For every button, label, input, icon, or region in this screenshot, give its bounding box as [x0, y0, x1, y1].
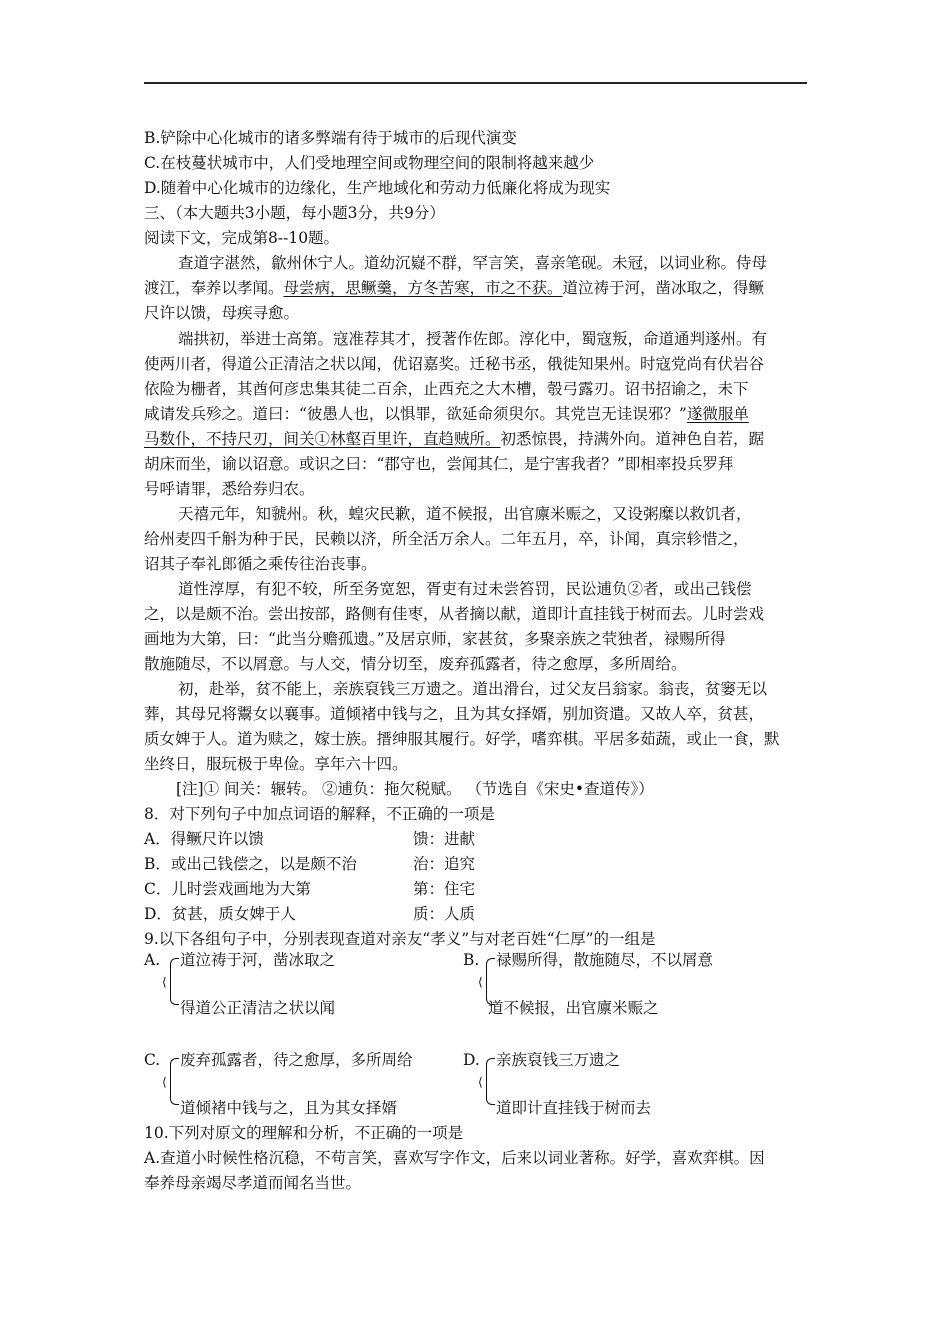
- underlined-sentence-2a: 遂微服单: [686, 405, 749, 423]
- q8-option-b: B．或出己钱偿之，以是颇不治: [144, 855, 357, 873]
- option-c-prev: C.在枝蔓状城市中，人们受地理空间或物理空间的限制将越来越少: [144, 154, 595, 172]
- header-rule: [144, 82, 807, 84]
- passage-p5-line4: 坐终日，服玩极于卑俭。享年六十四。: [144, 755, 408, 773]
- passage-p2-line2: 使两川者，得道公正清洁之状以闻，优诏嘉奖。迁秘书丞，俄徙知果州。时寇党尚有伏岩谷: [144, 355, 765, 373]
- passage-p5-line3: 质女婢于人。道为赎之，嫁士族。搢绅服其履行。好学，嗜弈棋。平居多茹蔬，或止一食，默: [144, 730, 780, 748]
- q9-option-d-label: D.: [463, 1051, 480, 1069]
- q8-option-c: C．儿时尝戏画地为大第: [144, 880, 311, 898]
- passage-p4-line3: 画地为大第，曰：“此当分赡孤遗。”及居京师，家甚贫，多聚亲族之茕独者，禄赐所得: [144, 630, 726, 648]
- brace-icon: [486, 958, 495, 981]
- passage-text: 道泣祷于河，凿冰取之，得鳜: [562, 279, 765, 297]
- passage-p1-line2: [144, 277, 816, 299]
- section-heading: 三、（本大题共3小题，每小题3分，共9分）: [144, 204, 445, 222]
- passage-p2-line3: 依险为栅者，其酋何彦忠集其徒二百余，止西充之大木槽，彀弓露刃。诏书招谕之，未下: [144, 380, 749, 398]
- q9-option-c-label: C.: [144, 1051, 161, 1069]
- underlined-sentence-1: 母尝病，思鳜羹，方冬苦寒，市之不获。: [283, 279, 563, 297]
- passage-p5-line1: 初，赴举，贫不能上，亲族裒钱三万遗之。道出滑台，过父友吕翁家。翁丧，贫窭无以: [178, 680, 768, 698]
- q10-stem: 10.下列对原文的理解和分析，不正确的一项是: [144, 1124, 464, 1142]
- passage-p4-line1: 道性淳厚，有犯不较，所至务宽恕，胥吏有过未尝笞罚，民讼逋负②者，或出己钱偿: [178, 580, 752, 598]
- q10-option-a-line1: A.查道小时候性格沉稳，不苟言笑，喜欢写字作文，后来以词业著称。好学，喜欢弈棋。因: [144, 1149, 765, 1167]
- q8-option-b-gloss: 治：追究: [413, 855, 476, 873]
- q8-option-d: D．贫甚，质女婢于人: [144, 905, 296, 923]
- q9-option-b-label: B.: [463, 951, 480, 969]
- brace-icon: [170, 1058, 179, 1081]
- passage-p2-line1: 端拱初，举进士高第。寇准荐其才，授著作佐郎。淳化中，蜀寇叛，命道通判遂州。有: [178, 330, 768, 348]
- underlined-sentence-2b: 马数仆，不持尺刃，间关①林壑百里许，直趋贼所。: [144, 430, 501, 448]
- brace-tip-icon: ⟨: [478, 975, 483, 989]
- passage-p3-line1: 天禧元年，知虢州。秋，蝗灾民歉，道不候报，出官廪米赈之，又设粥糜以救饥者，: [178, 505, 752, 523]
- passage-note: [注]① 间关：辗转。 ②逋负：拖欠税赋。 （节选自《宋史•查道传》）: [176, 780, 654, 798]
- brace-icon: [486, 1080, 495, 1105]
- passage-p4-line4: 散施随尽，不以屑意。与人交，情分切至，废弃孤露者，待之愈厚，多所周给。: [144, 655, 687, 673]
- passage-text: 咸请发兵殄之。道曰：“彼愚人也，以惧罪，欲延命须臾尔。其党岂无诖误邪？”: [144, 405, 687, 423]
- q8-stem: 8．对下列句子中加点词语的解释，不正确的一项是: [144, 805, 495, 823]
- passage-p3-line2: 给州麦四千斛为种于民，民赖以济，所全活万余人。二年五月，卒，讣闻，真宗轸惜之，: [144, 530, 749, 548]
- passage-p2-line7: 号呼请罪，悉给券归农。: [144, 480, 315, 498]
- brace-tip-icon: ⟨: [478, 1075, 483, 1089]
- option-d-prev: D.随着中心化城市的边缘化，生产地域化和劳动力低廉化将成为现实: [144, 179, 611, 197]
- brace-icon: [486, 1058, 495, 1081]
- q9-option-a-label: A.: [144, 951, 161, 969]
- passage-p3-line3: 诏其子奉礼郎循之乘传往治丧事。: [144, 555, 377, 573]
- brace-icon: [170, 980, 179, 1005]
- q9-option-b-bottom: 道不候报，出官廪米赈之: [488, 999, 659, 1017]
- q8-option-c-gloss: 第：住宅: [413, 880, 476, 898]
- q8-option-a-gloss: 馈：进献: [413, 830, 476, 848]
- option-b-prev: B.铲除中心化城市的诸多弊端有待于城市的后现代演变: [144, 129, 517, 147]
- q9-option-d-bottom: 道即计直挂钱于树而去: [496, 1099, 652, 1117]
- passage-p4-line2: 之，以是颇不治。尝出按部，路侧有佳枣，从者摘以献，道即计直挂钱于树而去。儿时尝戏: [144, 605, 765, 623]
- section-instruction: 阅读下文，完成第8--10题。: [144, 229, 340, 247]
- passage-text: 渡江，奉养以孝闻。: [144, 279, 284, 297]
- brace-icon: [170, 958, 179, 981]
- q9-option-c-bottom: 道倾褚中钱与之，且为其女择婿: [180, 1099, 398, 1117]
- q9-stem: 9.以下各组句子中，分别表现查道对亲友“孝义”与对老百姓“仁厚”的一组是: [144, 930, 656, 948]
- q9-option-b-top: 禄赐所得，散施随尽，不以屑意: [496, 951, 714, 969]
- passage-p2-line4: [144, 403, 816, 425]
- q8-option-d-gloss: 质：人质: [413, 905, 476, 923]
- q9-option-a-top: 道泣祷于河，凿冰取之: [180, 951, 336, 969]
- passage-text: 初悉惊畏，持满外向。道神色自若，踞: [500, 430, 765, 448]
- brace-tip-icon: ⟨: [162, 975, 167, 989]
- brace-tip-icon: ⟨: [162, 1075, 167, 1089]
- q9-option-c-top: 废弃孤露者，待之愈厚，多所周给: [180, 1051, 413, 1069]
- passage-p1-line3: 尺许以馈，母疾寻愈。: [144, 304, 300, 322]
- q9-option-d-top: 亲族裒钱三万遗之: [496, 1051, 621, 1069]
- passage-p5-line2: 葬，其母兄将鬻女以襄事。道倾褚中钱与之，且为其女择婿，别加资遣。又故人卒，贫甚，: [144, 705, 765, 723]
- passage-p2-line5: [144, 428, 816, 450]
- passage-p2-line6: 胡床而坐，谕以诏意。或识之曰：“郡守也，尝闻其仁，是宁害我者？”即相率投兵罗拜: [144, 455, 734, 473]
- q10-option-a-line2: 奉养母亲竭尽孝道而闻名当世。: [144, 1174, 362, 1192]
- q9-option-a-bottom: 得道公正清洁之状以闻: [180, 999, 336, 1017]
- q8-option-a: A．得鳜尺许以馈: [144, 830, 264, 848]
- brace-icon: [170, 1080, 179, 1105]
- passage-p1-line1: 查道字湛然，歙州休宁人。道幼沉嶷不群，罕言笑，喜亲笔砚。未冠，以词业称。侍母: [178, 254, 768, 272]
